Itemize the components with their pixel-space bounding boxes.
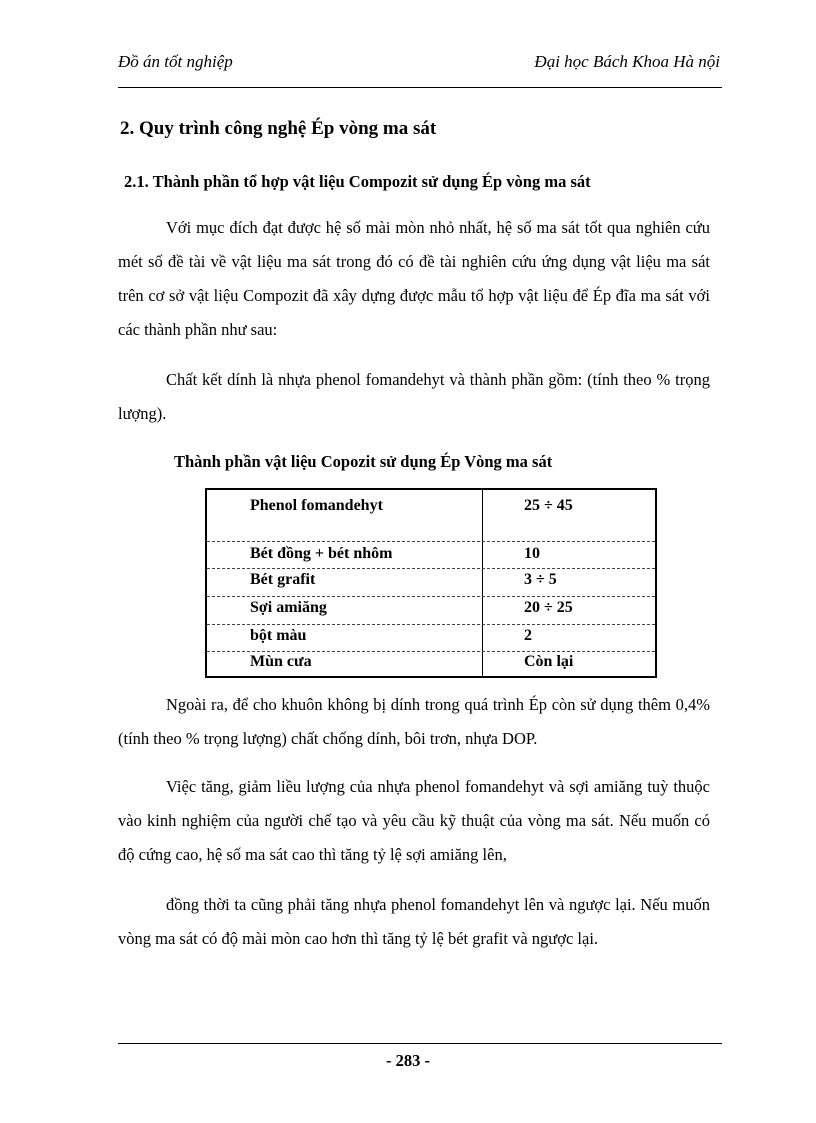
- subsection-title: 2.1. Thành phần tổ hợp vật liệu Compozit sử dụng Ép vòng ma sát: [124, 172, 591, 191]
- materials-table: [205, 488, 657, 678]
- paragraph-1: Với mục đích đạt được hệ số mài mòn nhỏ nhất, hệ số ma sát tốt qua nghiên cứu mét số đề tài về vật liệu ma sát trong đó có đề tài nghiên cứu ứng dụng vật liệu ma sát trên cơ sở vật liệu Compozit đã xây dựng được mẫu tổ hợp vật liệu để Ép đĩa ma sát với các thành phần như sau:: [118, 218, 710, 339]
- table-column-divider: [482, 490, 483, 676]
- row-divider: [207, 624, 655, 625]
- amount-cell: Còn lại: [524, 653, 574, 670]
- paragraph-3: Ngoài ra, để cho khuôn không bị dính trong quá trình Ép còn sử dụng thêm 0,4% (tính theo % trọng lượng) chất chống dính, bôi trơn, nhựa DOP.: [118, 695, 710, 748]
- material-cell: Bét đồng + bét nhôm: [250, 545, 393, 562]
- page-number: - 283 -: [386, 1051, 430, 1070]
- page-header: [118, 52, 722, 76]
- amount-cell: 2: [524, 627, 532, 644]
- amount-cell: 10: [524, 545, 540, 562]
- amount-cell: 25 ÷ 45: [524, 497, 573, 514]
- header-rule: [118, 87, 722, 88]
- paragraph-4: Việc tăng, giảm liều lượng của nhựa phenol fomandehyt và sợi amiăng tuỳ thuộc vào kinh nghiệm của người chế tạo và yêu cầu kỹ thuật của vòng ma sát. Nếu muốn có độ cứng cao, hệ số ma sát cao thì tăng tỷ lệ sợi amiăng lên,: [118, 777, 710, 864]
- paragraph-2: Chất kết dính là nhựa phenol fomandehyt và thành phần gồm: (tính theo % trọng lượng).: [118, 370, 710, 423]
- section-title: 2. Quy trình công nghệ Ép vòng ma sát: [120, 118, 437, 139]
- amount-cell: 20 ÷ 25: [524, 599, 573, 616]
- header-left-text: Đồ án tốt nghiệp: [118, 52, 233, 71]
- paragraph-5: đồng thời ta cũng phải tăng nhựa phenol fomandehyt lên và ngược lại. Nếu muốn vòng ma sát có độ mài mòn cao hơn thì tăng tỷ lệ bét grafit và ngược lại.: [118, 895, 710, 948]
- row-divider: [207, 596, 655, 597]
- row-divider: [207, 541, 655, 542]
- material-cell: Sợi amiăng: [250, 599, 327, 616]
- row-divider: [207, 651, 655, 652]
- material-cell: Mùn cưa: [250, 653, 312, 670]
- footer-rule: [118, 1043, 722, 1044]
- material-cell: Bét grafit: [250, 571, 316, 588]
- row-divider: [207, 568, 655, 569]
- material-cell: bột màu: [250, 627, 307, 644]
- header-right-text: Đại học Bách Khoa Hà nội: [534, 52, 720, 71]
- table-caption: Thành phần vật liệu Copozit sử dụng Ép Vòng ma sát: [174, 452, 553, 471]
- amount-cell: 3 ÷ 5: [524, 571, 557, 588]
- material-cell: Phenol fomandehyt: [250, 497, 383, 514]
